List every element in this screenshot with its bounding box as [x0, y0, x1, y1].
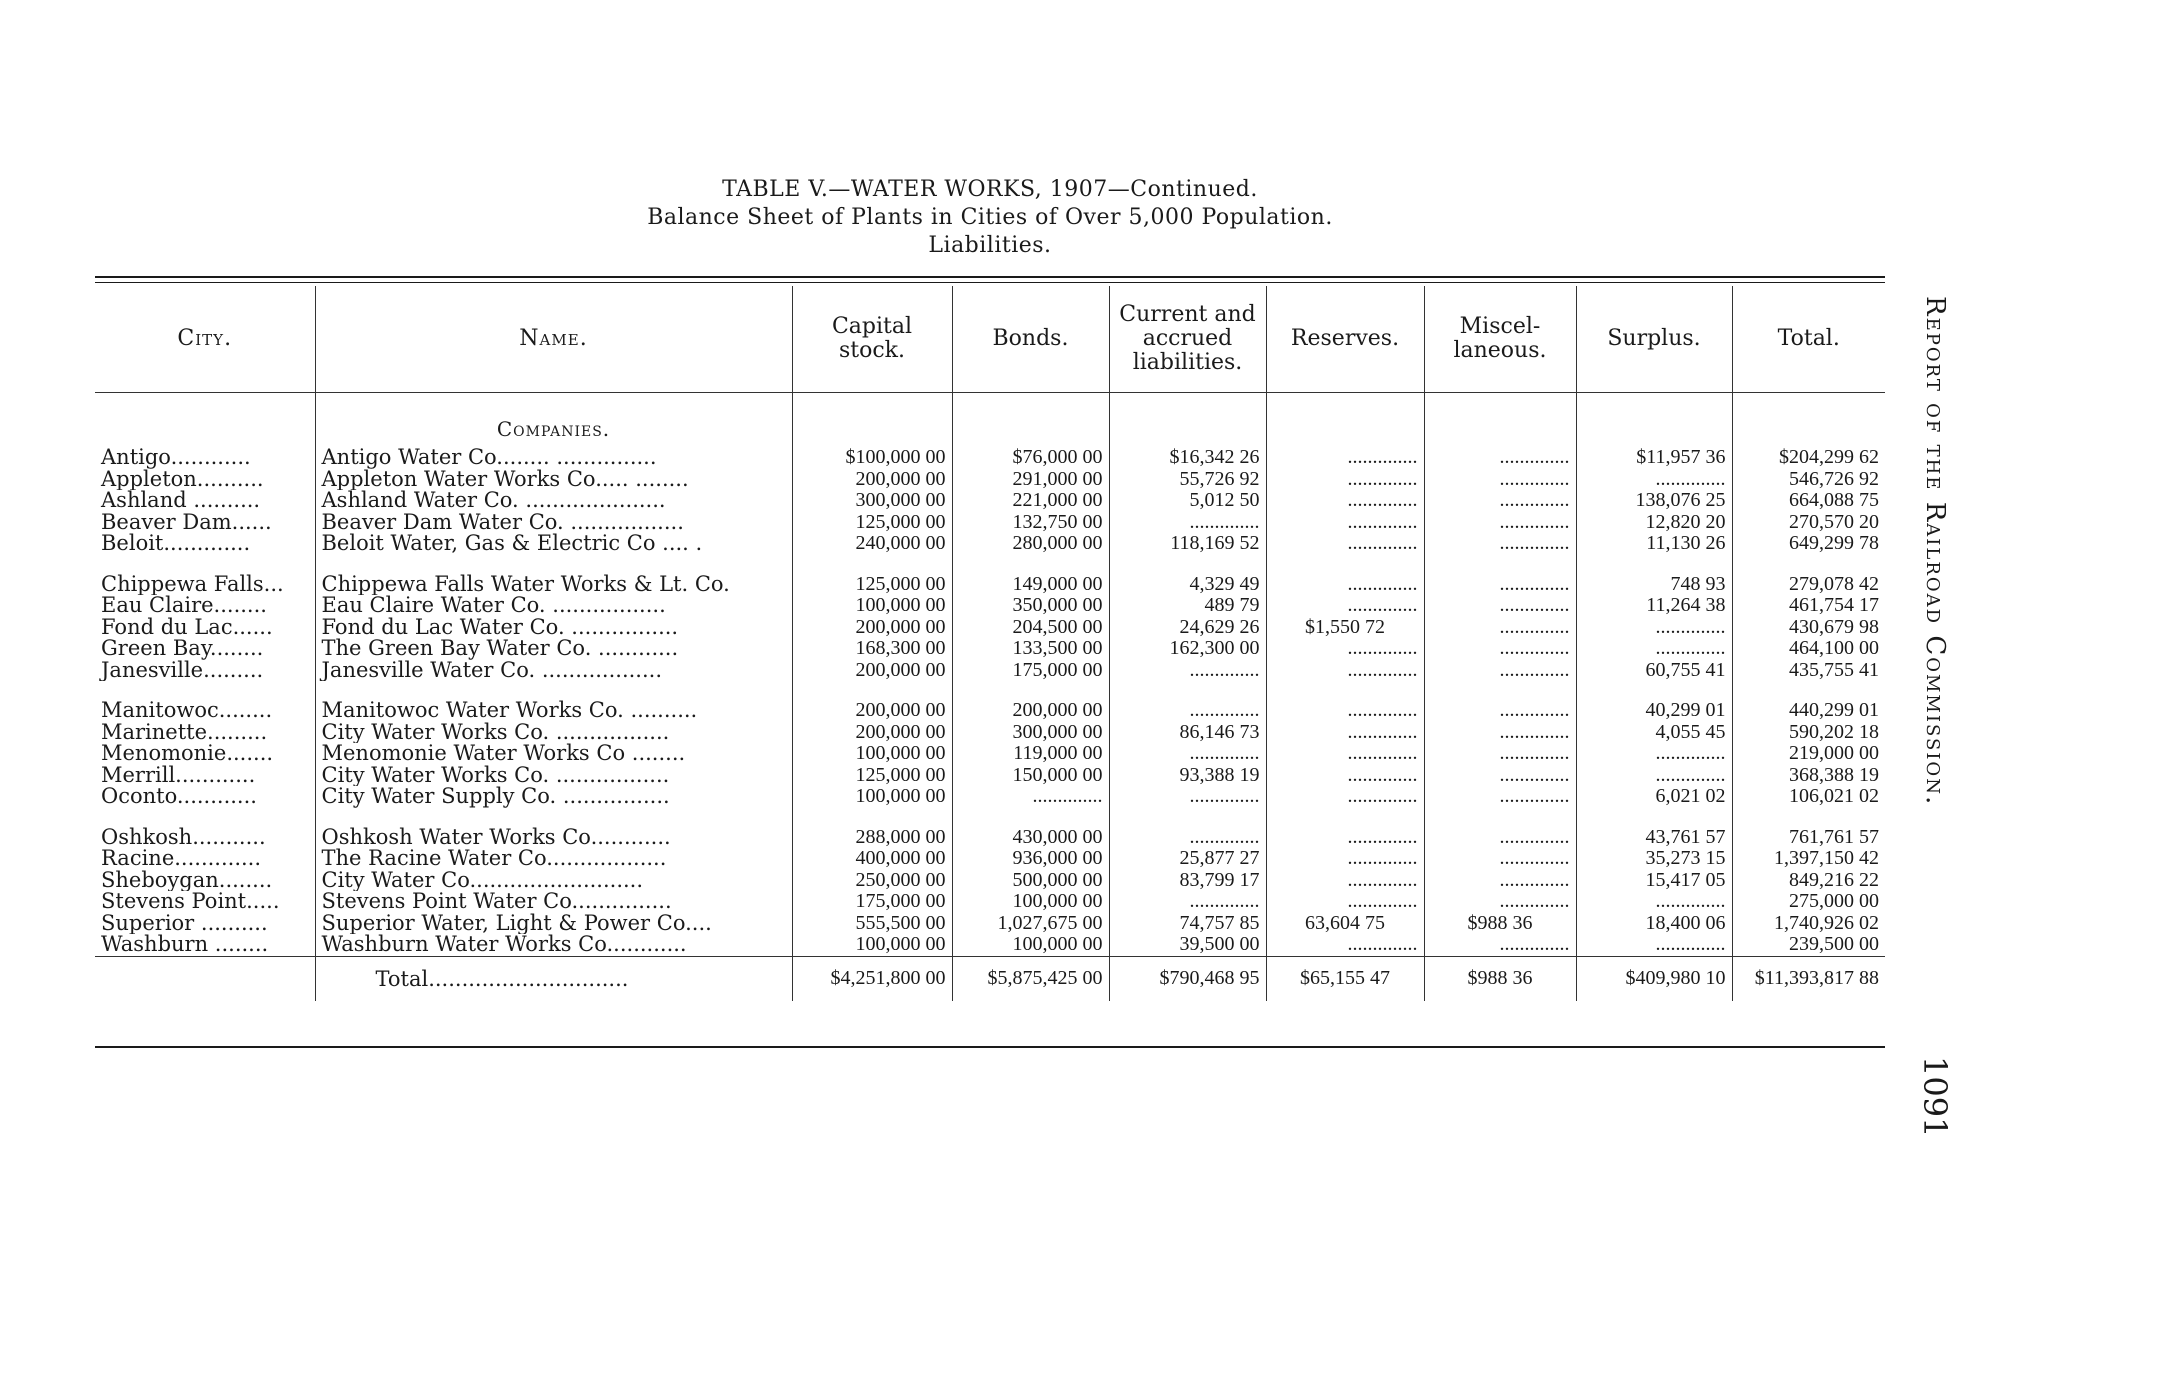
cell-capital: 100,000 00	[792, 743, 952, 765]
header-capital-stock: Capital stock.	[792, 286, 952, 393]
cell-city: Fond du Lac......	[101, 616, 273, 638]
cell-reserves: ..............	[1266, 533, 1424, 555]
cell-name: Beaver Dam Water Co. .................	[315, 512, 792, 534]
cell-surplus: 11,130 26	[1576, 533, 1732, 555]
cell-reserves: ..............	[1266, 934, 1424, 956]
cell-misc: ..............	[1424, 447, 1576, 469]
cell-capital: 100,000 00	[792, 934, 952, 956]
cell-name: Washburn Water Works Co............	[315, 934, 792, 956]
table-row	[95, 827, 1885, 849]
cell-capital: 288,000 00	[792, 827, 952, 849]
total-current: $790,468 95	[1109, 956, 1266, 1001]
cell-misc: ..............	[1424, 891, 1576, 913]
cell-current: 24,629 26	[1109, 617, 1266, 639]
cell-current: 74,757 85	[1109, 913, 1266, 935]
cell-current: 5,012 50	[1109, 490, 1266, 512]
page-number: 1091	[1916, 1056, 1954, 1138]
total-capital: $4,251,800 00	[792, 956, 952, 1001]
cell-capital: 200,000 00	[792, 617, 952, 639]
table-row	[95, 722, 1885, 744]
cell-total: 1,740,926 02	[1732, 913, 1885, 935]
cell-reserves: 63,604 75	[1266, 913, 1424, 935]
total-surplus: $409,980 10	[1576, 956, 1732, 1001]
table-row	[95, 490, 1885, 512]
cell-city: Ashland ..........	[101, 490, 261, 512]
cell-name: Stevens Point Water Co...............	[315, 891, 792, 913]
cell-capital: 100,000 00	[792, 786, 952, 808]
cell-misc: ..............	[1424, 722, 1576, 744]
cell-capital: 300,000 00	[792, 490, 952, 512]
cell-total: 106,021 02	[1732, 786, 1885, 808]
cell-misc: ..............	[1424, 743, 1576, 765]
cell-surplus: 11,264 38	[1576, 595, 1732, 617]
cell-misc: ..............	[1424, 934, 1576, 956]
header-current-liabilities: Current and accrued liabilities.	[1109, 286, 1266, 393]
cell-reserves: ..............	[1266, 469, 1424, 491]
table-titles	[95, 176, 1885, 260]
total-reserves: $65,155 47	[1266, 956, 1424, 1001]
cell-misc: ..............	[1424, 512, 1576, 534]
header-reserves: Reserves.	[1266, 286, 1424, 393]
cell-name: Fond du Lac Water Co. ................	[315, 617, 792, 639]
table-row	[95, 700, 1885, 722]
cell-misc: ..............	[1424, 469, 1576, 491]
cell-total: 649,299 78	[1732, 533, 1885, 555]
cell-bonds: 132,750 00	[952, 512, 1109, 534]
cell-bonds: 500,000 00	[952, 870, 1109, 892]
group-spacer	[95, 681, 1885, 700]
table-title: TABLE V.—WATER WORKS, 1907—Continued.	[722, 177, 1258, 202]
cell-bonds: 100,000 00	[952, 891, 1109, 913]
cell-reserves: ..............	[1266, 447, 1424, 469]
cell-total: 430,679 98	[1732, 617, 1885, 639]
cell-current: ..............	[1109, 660, 1266, 682]
cell-surplus: 15,417 05	[1576, 870, 1732, 892]
cell-name: The Racine Water Co..................	[315, 848, 792, 870]
cell-city: Beloit.............	[101, 533, 251, 555]
cell-reserves: ..............	[1266, 660, 1424, 682]
cell-current: 39,500 00	[1109, 934, 1266, 956]
cell-surplus: ..............	[1576, 743, 1732, 765]
cell-name: Antigo Water Co........ ...............	[315, 447, 792, 469]
cell-total: 849,216 22	[1732, 870, 1885, 892]
cell-total: 219,000 00	[1732, 743, 1885, 765]
cell-total: 279,078 42	[1732, 574, 1885, 596]
cell-misc: ..............	[1424, 765, 1576, 787]
header-row	[95, 286, 1885, 393]
cell-misc: $988 36	[1424, 913, 1576, 935]
cell-total: 761,761 57	[1732, 827, 1885, 849]
cell-misc: ..............	[1424, 533, 1576, 555]
cell-capital: 168,300 00	[792, 638, 952, 660]
cell-surplus: 4,055 45	[1576, 722, 1732, 744]
cell-bonds: 350,000 00	[952, 595, 1109, 617]
cell-surplus: 43,761 57	[1576, 827, 1732, 849]
cell-capital: 100,000 00	[792, 595, 952, 617]
cell-name: Oshkosh Water Works Co............	[315, 827, 792, 849]
cell-reserves: ..............	[1266, 786, 1424, 808]
cell-surplus: 60,755 41	[1576, 660, 1732, 682]
cell-capital: 250,000 00	[792, 870, 952, 892]
cell-current: 489 79	[1109, 595, 1266, 617]
table-row	[95, 743, 1885, 765]
cell-city: Superior ..........	[101, 912, 268, 934]
cell-current: 118,169 52	[1109, 533, 1266, 555]
cell-current: ..............	[1109, 700, 1266, 722]
cell-surplus: ..............	[1576, 638, 1732, 660]
cell-current: $16,342 26	[1109, 447, 1266, 469]
liabilities-table	[95, 286, 1885, 1001]
cell-name: The Green Bay Water Co. ............	[315, 638, 792, 660]
table-row	[95, 595, 1885, 617]
cell-city: Janesville.........	[101, 659, 264, 681]
cell-city: Menomonie.......	[101, 743, 274, 765]
cell-surplus: ..............	[1576, 934, 1732, 956]
table-row	[95, 848, 1885, 870]
cell-capital: 200,000 00	[792, 722, 952, 744]
top-rule-thick	[95, 276, 1885, 278]
cell-total: $204,299 62	[1732, 447, 1885, 469]
cell-total: 440,299 01	[1732, 700, 1885, 722]
total-misc: $988 36	[1424, 956, 1576, 1001]
cell-city: Oshkosh...........	[101, 826, 266, 848]
cell-surplus: ..............	[1576, 469, 1732, 491]
cell-capital: 125,000 00	[792, 574, 952, 596]
cell-city: Green Bay........	[101, 638, 264, 660]
cell-surplus: $11,957 36	[1576, 447, 1732, 469]
cell-total: 461,754 17	[1732, 595, 1885, 617]
table-row	[95, 617, 1885, 639]
header-city: City.	[95, 286, 315, 393]
top-rule-thin	[95, 282, 1885, 283]
cell-capital: 175,000 00	[792, 891, 952, 913]
cell-current: ..............	[1109, 891, 1266, 913]
cell-total: 546,726 92	[1732, 469, 1885, 491]
cell-reserves: ..............	[1266, 722, 1424, 744]
table-row	[95, 574, 1885, 596]
cell-misc: ..............	[1424, 617, 1576, 639]
cell-bonds: 280,000 00	[952, 533, 1109, 555]
cell-misc: ..............	[1424, 870, 1576, 892]
cell-name: Appleton Water Works Co..... ........	[315, 469, 792, 491]
cell-bonds: 300,000 00	[952, 722, 1109, 744]
cell-current: 86,146 73	[1109, 722, 1266, 744]
cell-bonds: 204,500 00	[952, 617, 1109, 639]
table-row	[95, 934, 1885, 956]
cell-surplus: 18,400 06	[1576, 913, 1732, 935]
cell-total: 590,202 18	[1732, 722, 1885, 744]
cell-city: Washburn ........	[101, 934, 269, 956]
cell-name: Manitowoc Water Works Co. ..........	[315, 700, 792, 722]
cell-capital: $100,000 00	[792, 447, 952, 469]
cell-bonds: 1,027,675 00	[952, 913, 1109, 935]
cell-city: Sheboygan........	[101, 869, 273, 891]
cell-current: 25,877 27	[1109, 848, 1266, 870]
cell-name: Chippewa Falls Water Works & Lt. Co.	[315, 574, 792, 596]
cell-surplus: 138,076 25	[1576, 490, 1732, 512]
cell-bonds: ..............	[952, 786, 1109, 808]
cell-city: Manitowoc........	[101, 700, 273, 722]
cell-name: City Water Co..........................	[315, 870, 792, 892]
total-row	[95, 956, 1885, 1001]
table-row	[95, 660, 1885, 682]
cell-capital: 240,000 00	[792, 533, 952, 555]
header-total: Total.	[1732, 286, 1885, 393]
cell-bonds: 430,000 00	[952, 827, 1109, 849]
cell-name: Janesville Water Co. ..................	[315, 660, 792, 682]
cell-city: Chippewa Falls...	[101, 573, 284, 595]
cell-total: 368,388 19	[1732, 765, 1885, 787]
cell-reserves: ..............	[1266, 512, 1424, 534]
cell-surplus: ..............	[1576, 891, 1732, 913]
table-row	[95, 512, 1885, 534]
cell-name: Beloit Water, Gas & Electric Co .... .	[315, 533, 792, 555]
cell-total: 435,755 41	[1732, 660, 1885, 682]
cell-current: 93,388 19	[1109, 765, 1266, 787]
cell-bonds: 936,000 00	[952, 848, 1109, 870]
cell-name: Superior Water, Light & Power Co....	[315, 913, 792, 935]
cell-city: Antigo............	[101, 447, 251, 469]
cell-reserves: ..............	[1266, 490, 1424, 512]
running-title: Report of the Railroad Commission.	[1920, 296, 1950, 807]
total-bonds: $5,875,425 00	[952, 956, 1109, 1001]
cell-bonds: 119,000 00	[952, 743, 1109, 765]
cell-misc: ..............	[1424, 848, 1576, 870]
cell-total: 464,100 00	[1732, 638, 1885, 660]
cell-surplus: 40,299 01	[1576, 700, 1732, 722]
cell-name: Ashland Water Co. .....................	[315, 490, 792, 512]
cell-bonds: 149,000 00	[952, 574, 1109, 596]
cell-capital: 400,000 00	[792, 848, 952, 870]
cell-capital: 200,000 00	[792, 660, 952, 682]
section-label: Companies.	[315, 393, 792, 448]
cell-reserves: ..............	[1266, 827, 1424, 849]
header-surplus: Surplus.	[1576, 286, 1732, 393]
cell-misc: ..............	[1424, 827, 1576, 849]
cell-city: Racine.............	[101, 848, 262, 870]
header-name: Name.	[315, 286, 792, 393]
cell-misc: ..............	[1424, 574, 1576, 596]
cell-misc: ..............	[1424, 490, 1576, 512]
cell-city: Stevens Point.....	[101, 891, 280, 913]
cell-reserves: ..............	[1266, 700, 1424, 722]
cell-reserves: ..............	[1266, 595, 1424, 617]
table-row	[95, 891, 1885, 913]
cell-reserves: ..............	[1266, 743, 1424, 765]
cell-current: ..............	[1109, 827, 1266, 849]
cell-bonds: 133,500 00	[952, 638, 1109, 660]
cell-bonds: 175,000 00	[952, 660, 1109, 682]
cell-bonds: 291,000 00	[952, 469, 1109, 491]
cell-reserves: ..............	[1266, 574, 1424, 596]
cell-total: 1,397,150 42	[1732, 848, 1885, 870]
cell-surplus: 748 93	[1576, 574, 1732, 596]
table-row	[95, 786, 1885, 808]
cell-city: Beaver Dam......	[101, 511, 272, 533]
cell-city: Appleton..........	[101, 468, 264, 490]
cell-bonds: 150,000 00	[952, 765, 1109, 787]
cell-capital: 200,000 00	[792, 700, 952, 722]
cell-misc: ..............	[1424, 786, 1576, 808]
cell-total: 270,570 20	[1732, 512, 1885, 534]
cell-city: Merrill............	[101, 764, 256, 786]
cell-reserves: ..............	[1266, 891, 1424, 913]
cell-name: Eau Claire Water Co. .................	[315, 595, 792, 617]
table-caption: Liabilities.	[928, 233, 1052, 258]
cell-current: ..............	[1109, 743, 1266, 765]
table-body	[95, 393, 1885, 957]
group-spacer	[95, 808, 1885, 827]
cell-reserves: ..............	[1266, 870, 1424, 892]
cell-misc: ..............	[1424, 660, 1576, 682]
cell-capital: 125,000 00	[792, 765, 952, 787]
table-row	[95, 469, 1885, 491]
cell-total: 239,500 00	[1732, 934, 1885, 956]
table-row	[95, 638, 1885, 660]
cell-surplus: 35,273 15	[1576, 848, 1732, 870]
cell-bonds: 221,000 00	[952, 490, 1109, 512]
cell-bonds: 200,000 00	[952, 700, 1109, 722]
cell-reserves: ..............	[1266, 848, 1424, 870]
cell-name: City Water Works Co. .................	[315, 765, 792, 787]
group-spacer	[95, 555, 1885, 574]
cell-name: Menomonie Water Works Co ........	[315, 743, 792, 765]
cell-current: ..............	[1109, 786, 1266, 808]
cell-bonds: $76,000 00	[952, 447, 1109, 469]
cell-current: ..............	[1109, 512, 1266, 534]
cell-bonds: 100,000 00	[952, 934, 1109, 956]
cell-surplus: ..............	[1576, 617, 1732, 639]
cell-reserves: ..............	[1266, 765, 1424, 787]
table-row	[95, 913, 1885, 935]
cell-total: 664,088 75	[1732, 490, 1885, 512]
header-miscellaneous: Miscel-laneous.	[1424, 286, 1576, 393]
cell-total: 275,000 00	[1732, 891, 1885, 913]
cell-current: 4,329 49	[1109, 574, 1266, 596]
cell-capital: 555,500 00	[792, 913, 952, 935]
cell-misc: ..............	[1424, 700, 1576, 722]
total-total: $11,393,817 88	[1732, 956, 1885, 1001]
cell-current: 83,799 17	[1109, 870, 1266, 892]
section-row	[95, 393, 1885, 448]
header-bonds: Bonds.	[952, 286, 1109, 393]
cell-surplus: ..............	[1576, 765, 1732, 787]
cell-current: 55,726 92	[1109, 469, 1266, 491]
table-row	[95, 533, 1885, 555]
cell-surplus: 12,820 20	[1576, 512, 1732, 534]
cell-capital: 200,000 00	[792, 469, 952, 491]
cell-city: Marinette.........	[101, 721, 268, 743]
cell-reserves: ..............	[1266, 638, 1424, 660]
table-row	[95, 447, 1885, 469]
table-row	[95, 870, 1885, 892]
cell-name: City Water Works Co. .................	[315, 722, 792, 744]
total-label: Total..............................	[315, 956, 792, 1001]
cell-current: 162,300 00	[1109, 638, 1266, 660]
bottom-rule	[95, 1046, 1885, 1048]
cell-misc: ..............	[1424, 595, 1576, 617]
cell-misc: ..............	[1424, 638, 1576, 660]
cell-reserves: $1,550 72	[1266, 617, 1424, 639]
table-subtitle: Balance Sheet of Plants in Cities of Over 5,000 Population.	[647, 205, 1333, 230]
cell-city: Eau Claire........	[101, 595, 267, 617]
cell-name: City Water Supply Co. ................	[315, 786, 792, 808]
table-row	[95, 765, 1885, 787]
cell-capital: 125,000 00	[792, 512, 952, 534]
cell-city: Oconto............	[101, 786, 257, 808]
cell-surplus: 6,021 02	[1576, 786, 1732, 808]
side-margin	[1900, 296, 1970, 1156]
